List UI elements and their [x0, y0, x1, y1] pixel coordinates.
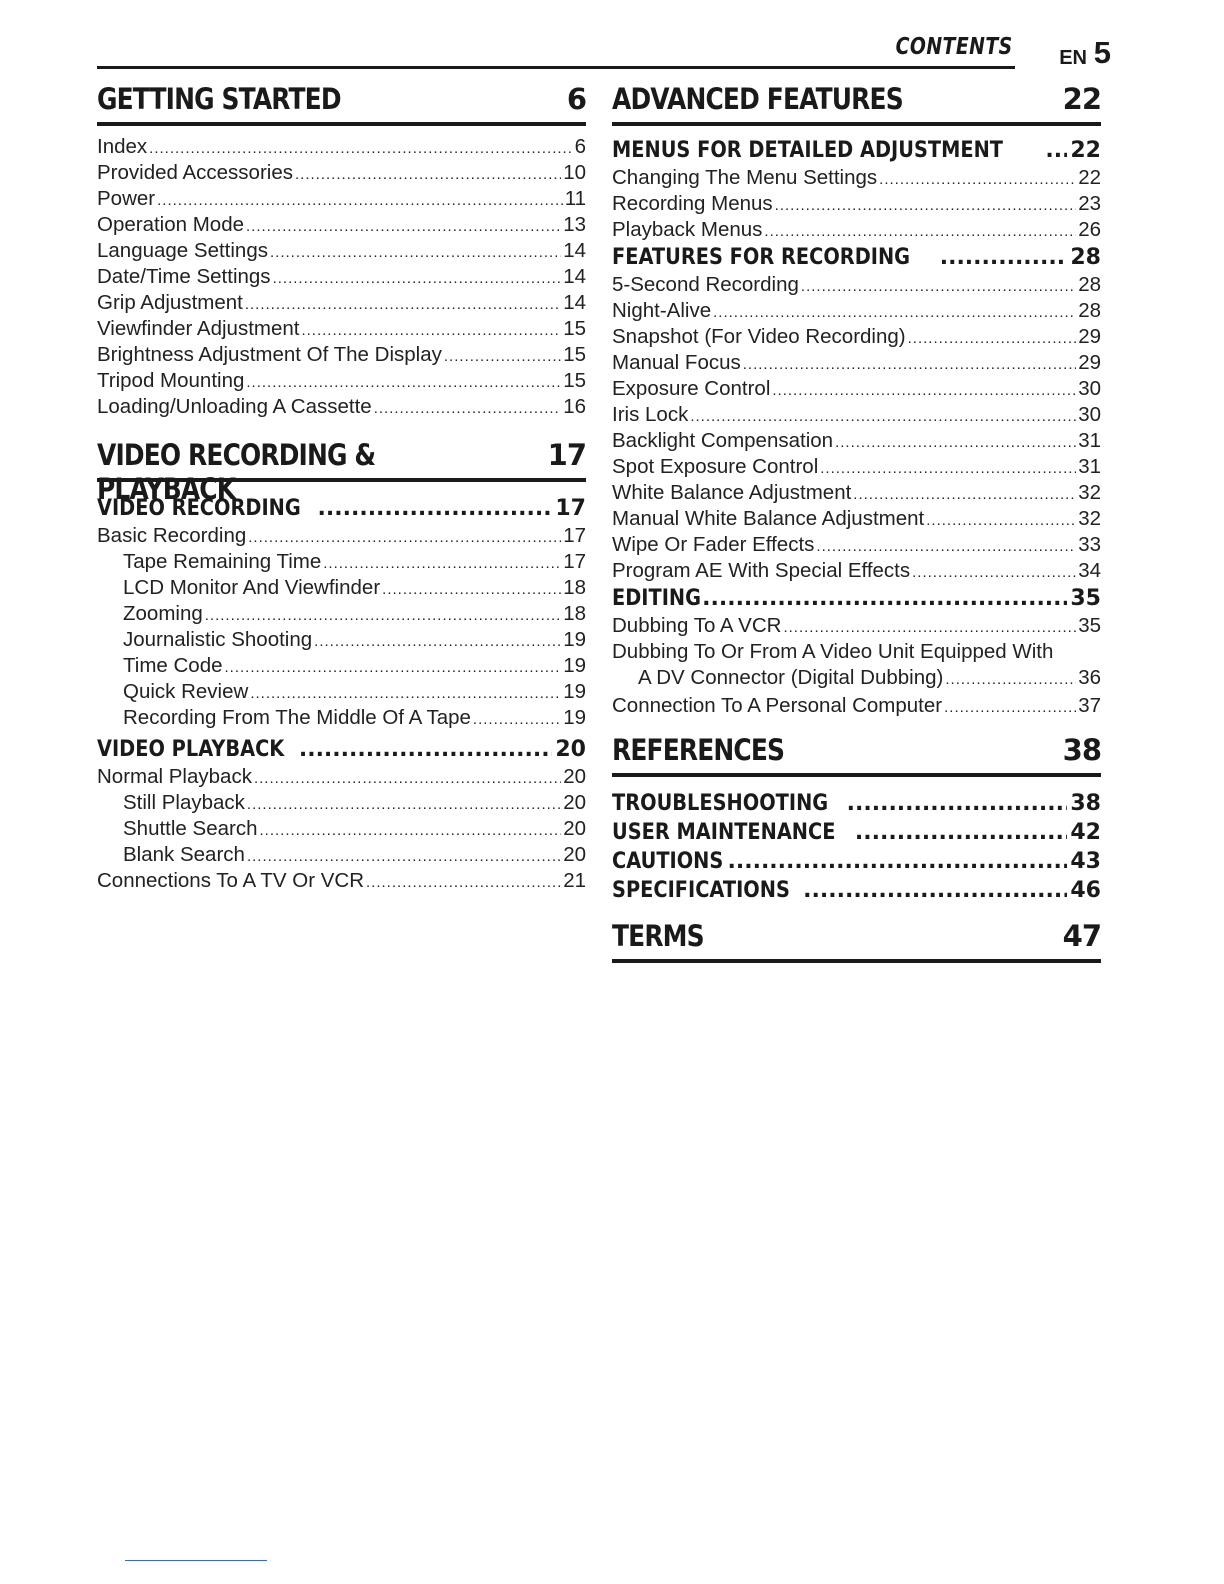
toc-entry[interactable]: Recording From The Middle Of A Tape ..... 19 [97, 705, 586, 731]
section-advanced-features [612, 82, 1101, 719]
subsection-heading[interactable]: EDITING ..... 35 [612, 584, 1101, 613]
header-title: CONTENTS [896, 34, 1013, 60]
left-column [97, 82, 586, 904]
toc-entry[interactable]: Index ..... 6 [97, 134, 586, 160]
toc-entry[interactable]: Quick Review ..... 19 [97, 679, 586, 705]
toc-entry[interactable]: Language Settings ..... 14 [97, 238, 586, 264]
toc-entry[interactable]: Loading/Unloading A Cassette ..... 16 [97, 394, 586, 420]
toc-entry[interactable]: Normal Playback ..... 20 [97, 764, 586, 790]
toc-entry[interactable]: Tripod Mounting ..... 15 [97, 368, 586, 394]
toc-entry[interactable]: Wipe Or Fader Effects ..... 33 [612, 532, 1101, 558]
toc-entry[interactable]: White Balance Adjustment ..... 32 [612, 480, 1101, 506]
toc-entry[interactable]: Dubbing To Or From A Video Unit Equipped With A DV Connector (Digital Dubbing) ..... 36 [612, 639, 1101, 693]
footer-rule [125, 1560, 267, 1561]
subsection-heading[interactable]: MENUS FOR DETAILED ADJUSTMENT ..... 22 [612, 136, 1101, 165]
toc-entry[interactable]: Program AE With Special Effects ..... 34 [612, 558, 1101, 584]
subsection-heading[interactable]: VIDEO RECORDING ..... 17 [97, 494, 586, 523]
toc-entry[interactable]: Backlight Compensation ..... 31 [612, 428, 1101, 454]
section-heading[interactable]: REFERENCES 38 [612, 733, 1101, 777]
header-lang: EN [1059, 47, 1087, 69]
header-page-number: 5 [1093, 35, 1111, 70]
right-column [612, 82, 1101, 973]
toc-entry[interactable]: 5-Second Recording ..... 28 [612, 272, 1101, 298]
section-heading[interactable]: GETTING STARTED 6 [97, 82, 586, 126]
toc-entry[interactable]: Playback Menus ..... 26 [612, 217, 1101, 243]
toc-entry[interactable]: Basic Recording ..... 17 [97, 523, 586, 549]
toc-entry[interactable]: Provided Accessories ..... 10 [97, 160, 586, 186]
toc-entry[interactable]: Manual Focus ..... 29 [612, 350, 1101, 376]
toc-entry[interactable]: Connection To A Personal Computer ..... 37 [612, 693, 1101, 719]
toc-entry[interactable]: Manual White Balance Adjustment ..... 32 [612, 506, 1101, 532]
toc-entry[interactable]: Date/Time Settings ..... 14 [97, 264, 586, 290]
toc-entry[interactable]: Night-Alive ..... 28 [612, 298, 1101, 324]
toc-entry[interactable]: Exposure Control ..... 30 [612, 376, 1101, 402]
subsection-heading[interactable]: CAUTIONS ..... 43 [612, 847, 1101, 876]
toc-entry[interactable]: Operation Mode ..... 13 [97, 212, 586, 238]
subsection-heading[interactable]: VIDEO PLAYBACK ..... 20 [97, 735, 586, 764]
toc-entry[interactable]: Shuttle Search ..... 20 [97, 816, 586, 842]
section-heading[interactable]: TERMS 47 [612, 919, 1101, 963]
toc-entry[interactable]: Grip Adjustment ..... 14 [97, 290, 586, 316]
toc-entry[interactable]: Dubbing To A VCR ..... 35 [612, 613, 1101, 639]
section-heading[interactable]: ADVANCED FEATURES 22 [612, 82, 1101, 126]
toc-entry[interactable]: Tape Remaining Time ..... 17 [97, 549, 586, 575]
toc-entry[interactable]: Journalistic Shooting ..... 19 [97, 627, 586, 653]
section-references [612, 733, 1101, 905]
toc-entry[interactable]: Time Code ..... 19 [97, 653, 586, 679]
subsection-heading[interactable]: FEATURES FOR RECORDING ..... 28 [612, 243, 1101, 272]
toc-entry[interactable]: Blank Search ..... 20 [97, 842, 586, 868]
toc-entry[interactable]: LCD Monitor And Viewfinder ..... 18 [97, 575, 586, 601]
toc-entry[interactable]: Still Playback ..... 20 [97, 790, 586, 816]
section-getting-started [97, 82, 586, 420]
toc-entry[interactable]: Zooming ..... 18 [97, 601, 586, 627]
subsection-heading[interactable]: SPECIFICATIONS ..... 46 [612, 876, 1101, 905]
toc-entry[interactable]: Recording Menus ..... 23 [612, 191, 1101, 217]
toc-entry[interactable]: Snapshot (For Video Recording) ..... 29 [612, 324, 1101, 350]
toc-entry[interactable]: Brightness Adjustment Of The Display ..... 15 [97, 342, 586, 368]
subsection-heading[interactable]: TROUBLESHOOTING ..... 38 [612, 789, 1101, 818]
subsection-heading[interactable]: USER MAINTENANCE ..... 42 [612, 818, 1101, 847]
header-rule [97, 66, 1015, 69]
section-terms [612, 919, 1101, 963]
section-heading[interactable]: VIDEO RECORDING & PLAYBACK 17 [97, 438, 586, 506]
toc-entry[interactable]: Changing The Menu Settings ..... 22 [612, 165, 1101, 191]
section-video [97, 438, 586, 894]
toc-entry[interactable]: Connections To A TV Or VCR ..... 21 [97, 868, 586, 894]
toc-entry[interactable]: Power ..... 11 [97, 186, 586, 212]
toc-entry[interactable]: Viewfinder Adjustment ..... 15 [97, 316, 586, 342]
toc-entry[interactable]: Spot Exposure Control ..... 31 [612, 454, 1101, 480]
toc-entry[interactable]: Iris Lock ..... 30 [612, 402, 1101, 428]
